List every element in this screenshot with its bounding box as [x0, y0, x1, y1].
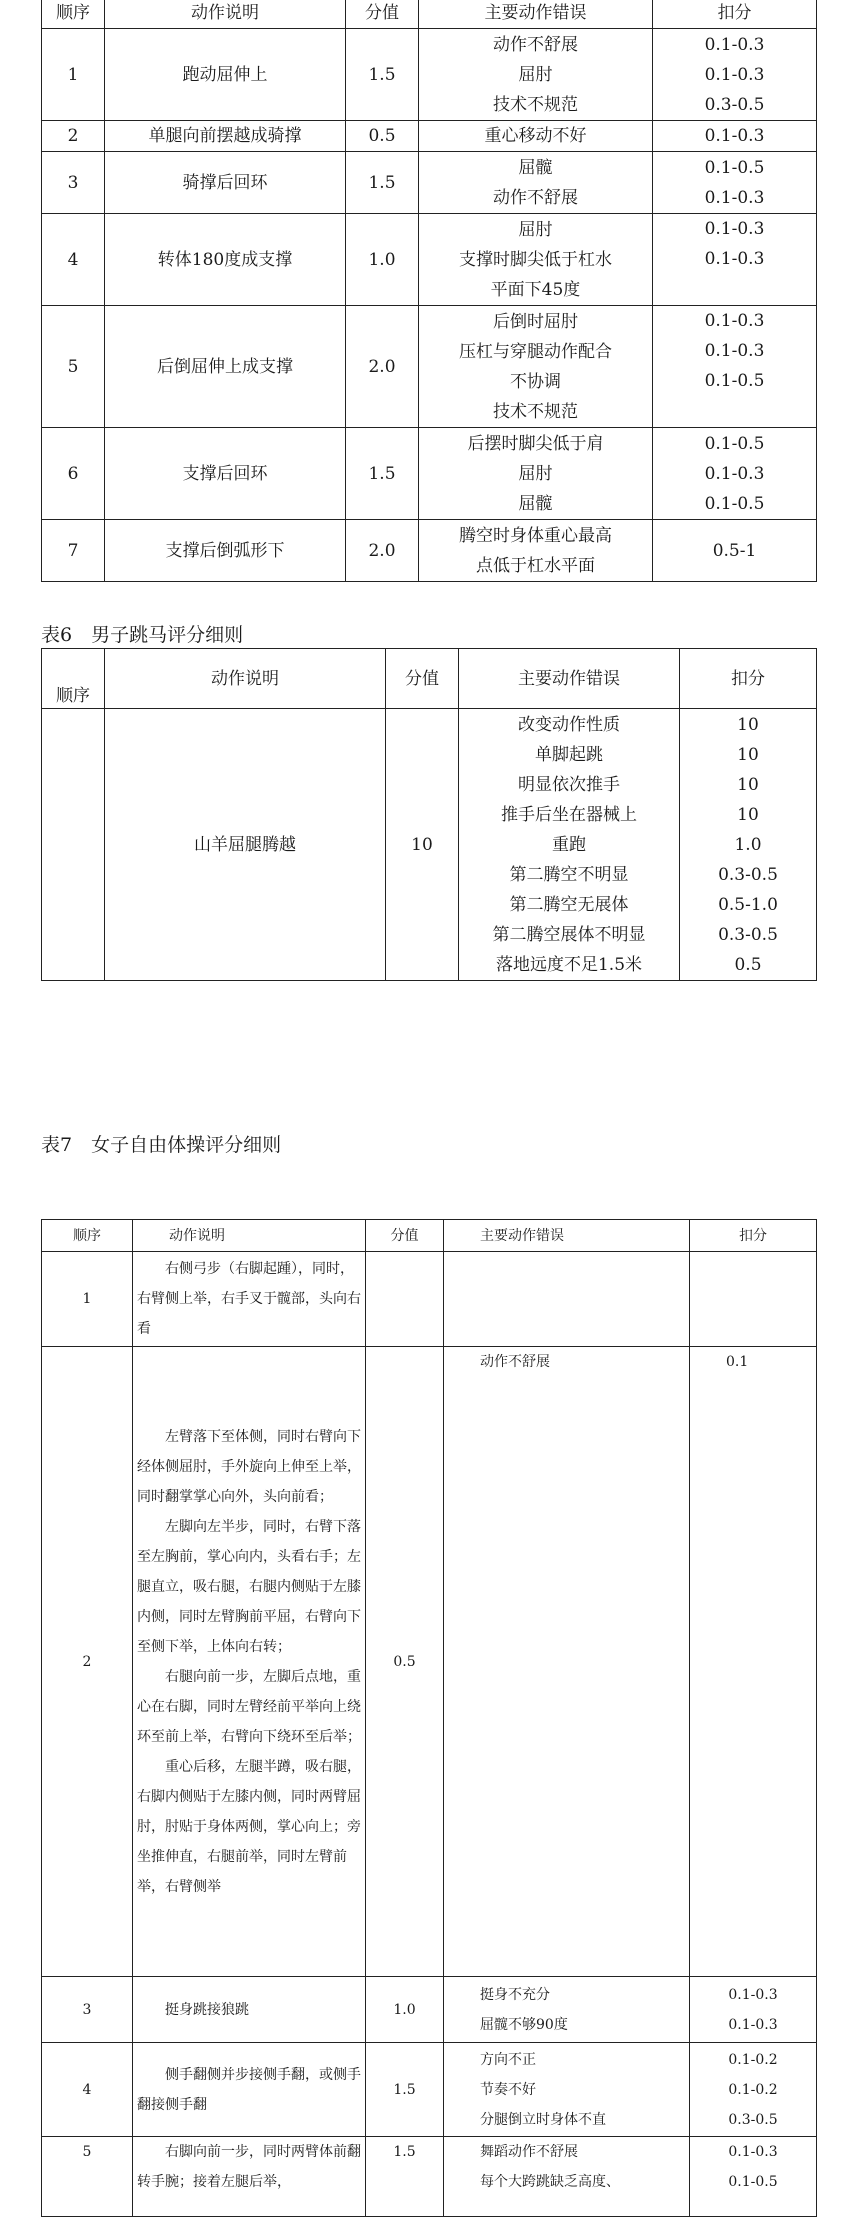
table-row — [42, 214, 817, 306]
deduct-item: 0.1-0.2 — [728, 2081, 778, 2098]
deduct-item: 0.1-0.3 — [704, 187, 765, 208]
table-row — [42, 2137, 817, 2217]
deduct-item: 0.5 — [734, 954, 762, 975]
row-order: 4 — [42, 2043, 133, 2137]
deduct-item: 0.1-0.3 — [704, 34, 765, 55]
deduct-item: 0.1-0.3 — [704, 341, 765, 361]
row-deducts: 0.5-1 — [653, 520, 817, 582]
description-paragraph: 左脚向左半步，同时，右臂下落至左胸前，掌心向内，头看右手；左腿直立，吸右腿，右腿内侧贴于左膝内侧，同时左臂胸前平屈，右臂向下至侧下举，上体向右转； — [137, 1518, 361, 1655]
table-header-row — [42, 649, 817, 709]
header-deduct: 扣分 — [680, 649, 817, 709]
deduct-item: 0.5-1.0 — [718, 894, 778, 915]
row-score: 1.5 — [366, 2043, 444, 2137]
row-order: 3 — [42, 1977, 133, 2043]
row-description — [133, 2043, 366, 2137]
table-row — [42, 1252, 817, 1347]
row-deducts — [653, 214, 817, 306]
error-item: 屈髋不够90度 — [480, 2016, 568, 2033]
error-item: 方向不正 — [480, 2051, 536, 2068]
header-errors: 主要动作错误 — [459, 649, 680, 709]
deduct-item: 0.3-0.5 — [728, 2111, 778, 2128]
table-7-caption: 表7 女子自由体操评分细则 — [41, 1134, 282, 1156]
row-deducts: 0.1-0.3 — [653, 121, 817, 152]
row-score: 2.0 — [346, 520, 419, 582]
error-item: 动作不舒展 — [493, 187, 578, 208]
error-item: 单脚起跳 — [535, 744, 603, 765]
error-item: 平面下45度 — [490, 279, 581, 300]
row-action: 骑撑后回环 — [105, 152, 346, 214]
row-action: 单腿向前摆越成骑撑 — [105, 121, 346, 152]
row-order: 6 — [42, 428, 105, 520]
error-item: 支撑时脚尖低于杠水 — [459, 249, 612, 270]
error-item: 腾空时身体重心最高 — [459, 525, 612, 546]
table-row — [42, 520, 817, 582]
error-item: 动作不舒展 — [493, 34, 578, 55]
error-item: 每个大跨跳缺乏高度、 — [480, 2174, 620, 2190]
row-action: 山羊屈腿腾越 — [105, 709, 386, 981]
deduct-item: 0.1-0.5 — [704, 371, 765, 391]
header-score: 分值 — [346, 0, 419, 29]
deduct-item: 0.1-0.3 — [704, 463, 765, 484]
row-order: 5 — [42, 2137, 133, 2217]
table-row — [42, 29, 817, 121]
table-header-row — [42, 0, 817, 29]
error-item: 落地远度不足1.5米 — [495, 954, 643, 975]
error-item: 第二腾空不明显 — [509, 864, 629, 885]
row-action: 转体180度成支撑 — [105, 214, 346, 306]
row-order: 3 — [42, 152, 105, 214]
table-row — [42, 428, 817, 520]
error-item: 推手后坐在器械上 — [501, 804, 637, 825]
row-errors — [444, 1977, 690, 2043]
row-errors — [444, 1252, 690, 1347]
row-deducts — [690, 2043, 817, 2137]
row-order: 4 — [42, 214, 105, 306]
error-item: 后摆时脚尖低于肩 — [467, 433, 604, 454]
deduct-item: 0.1-0.3 — [728, 2144, 778, 2160]
header-order: 顺序 — [42, 0, 105, 29]
header-deduct: 扣分 — [690, 1220, 817, 1252]
deduct-item: 0.1-0.2 — [728, 2051, 778, 2068]
row-order: 2 — [42, 121, 105, 152]
header-errors: 主要动作错误 — [419, 0, 653, 29]
table-header-row — [42, 1220, 817, 1252]
error-item: 屈髋 — [518, 493, 553, 514]
row-errors — [419, 428, 653, 520]
row-errors — [419, 306, 653, 428]
deduct-item: 10 — [737, 744, 759, 765]
row-action: 支撑后倒弧形下 — [105, 520, 346, 582]
error-item: 第二腾空展体不明显 — [492, 924, 646, 945]
row-deducts — [690, 1252, 817, 1347]
row-deducts — [653, 152, 817, 214]
header-score: 分值 — [386, 649, 459, 709]
description-paragraph: 右腿向前一步，左脚后点地，重心在右脚，同时左臂经前平举向上绕环至前上举，右臂向下绕环至后举； — [137, 1668, 361, 1745]
error-item: 分腿倒立时身体不直 — [480, 2111, 606, 2128]
error-item: 技术不规范 — [493, 94, 578, 115]
error-item: 第二腾空无展体 — [509, 894, 629, 915]
row-errors — [419, 29, 653, 121]
description-paragraph: 侧手翻侧并步接侧手翻，或侧手翻接侧手翻 — [137, 2066, 361, 2113]
error-item: 屈肘 — [518, 64, 553, 85]
error-item: 后倒时屈肘 — [493, 311, 578, 332]
row-score: 1.5 — [366, 2137, 444, 2217]
error-item: 点低于杠水平面 — [476, 555, 595, 576]
header-action: 动作说明 — [133, 1220, 366, 1252]
row-order: 1 — [42, 29, 105, 121]
row-score: 1.5 — [346, 29, 419, 121]
row-errors — [419, 520, 653, 582]
error-item: 舞蹈动作不舒展 — [480, 2144, 578, 2160]
row-errors — [459, 709, 680, 981]
table-row — [42, 709, 817, 981]
row-deducts — [653, 428, 817, 520]
row-score: 2.0 — [346, 306, 419, 428]
row-score: 1.0 — [366, 1977, 444, 2043]
row-order: 7 — [42, 520, 105, 582]
row-deducts — [690, 1977, 817, 2043]
header-order: 顺序 — [42, 1220, 133, 1252]
row-score: 0.5 — [346, 121, 419, 152]
deduct-item: 0.1-0.5 — [704, 433, 765, 454]
row-errors — [444, 2043, 690, 2137]
table-row — [42, 152, 817, 214]
header-errors: 主要动作错误 — [444, 1220, 690, 1252]
error-item: 改变动作性质 — [518, 714, 620, 735]
deduct-item: 10 — [737, 774, 759, 795]
error-item: 明显依次推手 — [518, 774, 620, 795]
row-score: 1.0 — [346, 214, 419, 306]
error-item: 压杠与穿腿动作配合 — [459, 341, 612, 362]
deduct-item: 1.0 — [734, 834, 762, 855]
row-action: 支撑后回环 — [105, 428, 346, 520]
error-item: 技术不规范 — [493, 401, 578, 422]
error-item: 屈肘 — [518, 463, 553, 484]
row-deducts — [653, 306, 817, 428]
description-paragraph: 左臂落下至体侧，同时右臂向下经体侧屈肘，手外旋向上伸至上举，同时翻掌掌心向外，头向前看； — [137, 1428, 361, 1505]
error-item: 不协调 — [510, 371, 561, 392]
deduct-item: 0.1-0.3 — [728, 1986, 778, 2003]
error-item: 节奏不好 — [480, 2081, 536, 2098]
row-description — [133, 2137, 366, 2217]
row-deducts — [680, 709, 817, 981]
row-action: 跑动屈伸上 — [105, 29, 346, 121]
table-row — [42, 1347, 817, 1977]
table-row — [42, 1977, 817, 2043]
header-action: 动作说明 — [105, 0, 346, 29]
deduct-item: 0.3-0.5 — [718, 864, 778, 885]
row-score: 0.5 — [366, 1347, 444, 1977]
deduct-item: 0.1-0.3 — [704, 249, 765, 269]
row-deducts — [653, 29, 817, 121]
table-6-vault-scoring — [41, 648, 817, 981]
error-item: 屈肘 — [518, 219, 553, 240]
deduct-item: 10 — [737, 804, 759, 825]
row-order: 1 — [42, 1252, 133, 1347]
row-action: 后倒屈伸上成支撑 — [105, 306, 346, 428]
row-score — [366, 1252, 444, 1347]
deduct-item: 0.1-0.5 — [704, 493, 765, 514]
deduct-item: 0.1-0.3 — [704, 311, 765, 331]
description-paragraph: 挺身跳接狼跳 — [165, 2001, 249, 2018]
table-row — [42, 121, 817, 152]
row-description — [133, 1347, 366, 1977]
table-5-scoring — [41, 0, 817, 582]
header-action: 动作说明 — [105, 649, 386, 709]
error-item: 重跑 — [552, 834, 586, 855]
table-6-caption: 表6 男子跳马评分细则 — [41, 624, 244, 646]
row-order — [42, 709, 105, 981]
deduct-item: 0.1-0.3 — [728, 2016, 778, 2033]
row-errors — [444, 2137, 690, 2217]
deduct-item: 0.3-0.5 — [704, 94, 765, 115]
row-score: 10 — [386, 709, 459, 981]
row-score: 1.5 — [346, 152, 419, 214]
row-description — [133, 1252, 366, 1347]
description-paragraph: 重心后移，左腿半蹲，吸右腿，右脚内侧贴于左膝内侧，同时两臂屈肘，肘贴于身体两侧，掌心向上；旁坐推伸直，右腿前举，同时左臂前举，右臂侧举 — [137, 1758, 361, 1895]
deduct-item: 0.1-0.3 — [704, 64, 765, 85]
table-row — [42, 306, 817, 428]
deduct-item: 0.1-0.5 — [704, 157, 765, 178]
deduct-item: 0.1-0.5 — [728, 2174, 778, 2190]
error-item: 挺身不充分 — [480, 1986, 550, 2003]
row-deducts: 0.1 — [690, 1347, 817, 1977]
row-errors — [419, 152, 653, 214]
description-paragraph: 右脚向前一步，同时两臂体前翻转手腕；接着左腿后举， — [137, 2144, 361, 2190]
header-score: 分值 — [366, 1220, 444, 1252]
description-paragraph: 右侧弓步（右脚起踵），同时，右臂侧上举，右手叉于髋部，头向右看 — [137, 1261, 361, 1337]
row-order: 5 — [42, 306, 105, 428]
row-errors: 动作不舒展 — [444, 1347, 690, 1977]
header-order: 顺序 — [42, 649, 105, 709]
row-score: 1.5 — [346, 428, 419, 520]
row-description — [133, 1977, 366, 2043]
deduct-item: 10 — [737, 714, 759, 735]
row-deducts — [690, 2137, 817, 2217]
row-errors: 重心移动不好 — [419, 121, 653, 152]
table-7-floor-scoring — [41, 1219, 817, 2217]
table-row — [42, 2043, 817, 2137]
header-deduct: 扣分 — [653, 0, 817, 29]
row-errors — [419, 214, 653, 306]
deduct-item: 0.3-0.5 — [718, 924, 778, 945]
deduct-item: 0.1-0.3 — [704, 219, 765, 239]
row-order: 2 — [42, 1347, 133, 1977]
error-item: 屈髋 — [518, 157, 553, 178]
